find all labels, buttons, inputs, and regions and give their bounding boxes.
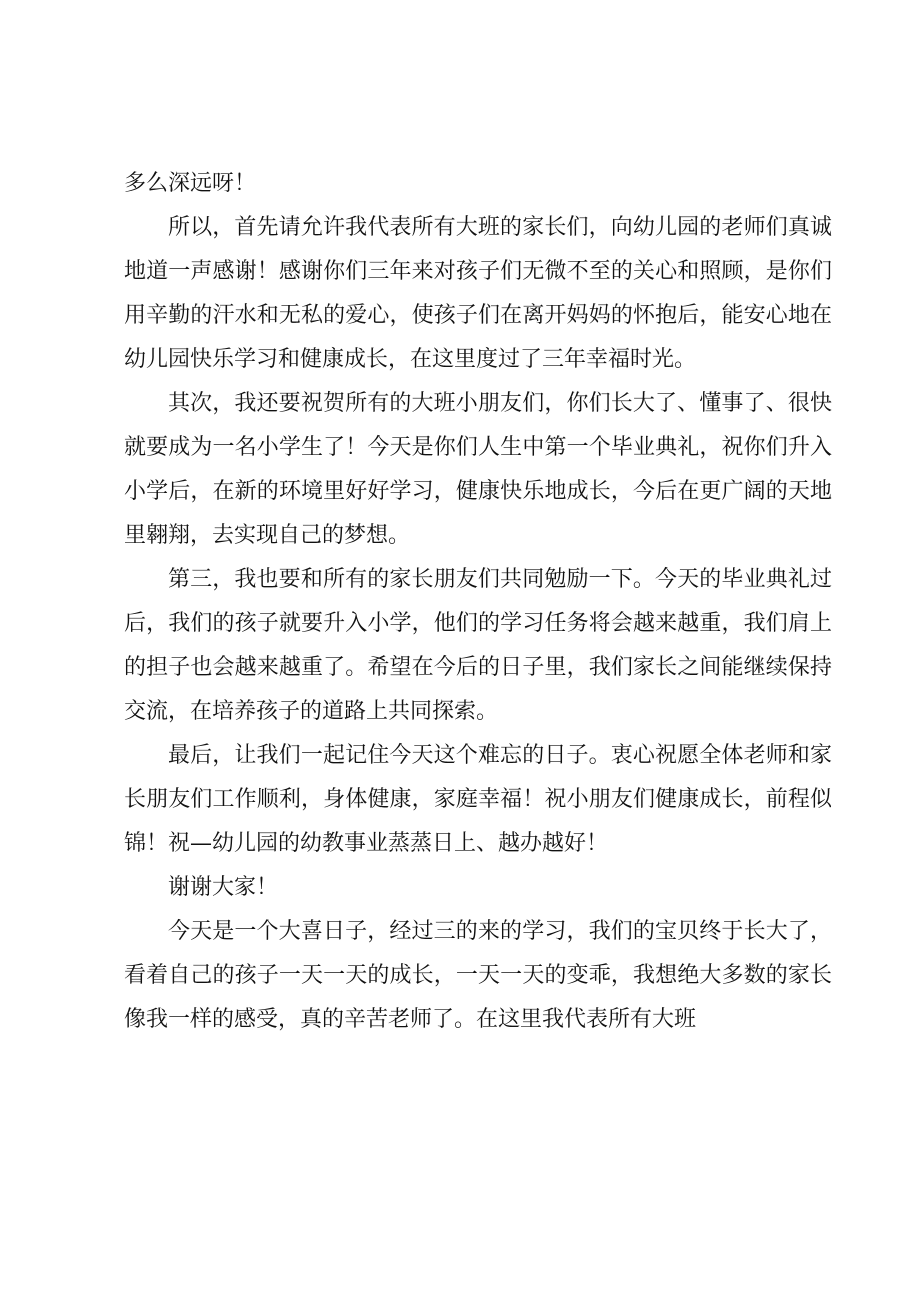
paragraph-second-speech: 今天是一个大喜日子，经过三的来的学习，我们的宝贝终于长大了，看着自己的孩子一天一天的成长，一天一天的变乖，我想绝大多数的家长像我一样的感受，真的辛苦老师了。在这里我代表所有大班 (124, 919, 832, 1032)
paragraph-closing-wishes: 最后，让我们一起记住今天这个难忘的日子。衷心祝愿全体老师和家长朋友们工作顺利，身体健康，家庭幸福！祝小朋友们健康成长，前程似锦！祝—幼儿园的幼教事业蒸蒸日上、越办越好！ (124, 743, 832, 856)
paragraph-thanks-teachers: 所以，首先请允许我代表所有大班的家长们，向幼儿园的老师们真诚地道一声感谢！感谢你们三年来对孩子们无微不至的关心和照顾，是你们用辛勤的汗水和无私的爱心，使孩子们在离开妈妈的怀抱后，能安心地在幼儿园快乐学习和健康成长，在这里度过了三年幸福时光。 (124, 215, 832, 372)
paragraph-continuation: 多么深远呀！ (124, 171, 257, 196)
paragraph-encourage-parents: 第三，我也要和所有的家长朋友们共同勉励一下。今天的毕业典礼过后，我们的孩子就要升入小学，他们的学习任务将会越来越重，我们肩上的担子也会越来越重了。希望在今后的日子里，我们家长之间能继续保持交流，在培养孩子的道路上共同探索。 (124, 567, 832, 724)
paragraph-congratulate-children: 其次，我还要祝贺所有的大班小朋友们，你们长大了、懂事了、很快就要成为一名小学生了！今天是你们人生中第一个毕业典礼，祝你们升入小学后，在新的环境里好好学习，健康快乐地成长，今后在更广阔的天地里翱翔，去实现自己的梦想。 (124, 391, 832, 548)
document-body (124, 162, 832, 1042)
paragraph-thank-you: 谢谢大家！ (168, 875, 279, 900)
